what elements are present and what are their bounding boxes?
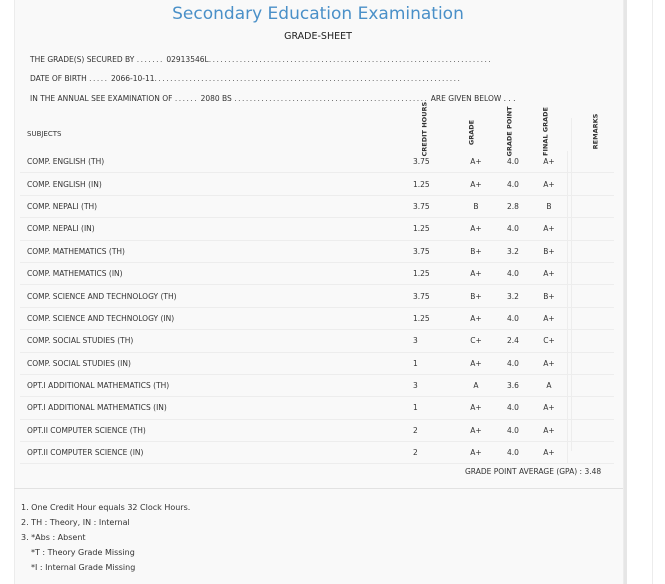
subjects-header: SUBJECTS xyxy=(27,130,62,138)
table-row xyxy=(20,374,614,396)
grade-point-cell: 2.8 xyxy=(495,195,531,217)
table-row xyxy=(20,262,614,284)
credit-hours-cell: 3.75 xyxy=(413,240,457,262)
final-grade-header: FINAL GRADE xyxy=(541,107,550,156)
remarks-cell xyxy=(568,173,615,195)
exam-label: IN THE ANNUAL SEE EXAMINATION OF xyxy=(30,94,173,103)
table-row xyxy=(20,442,614,464)
grade-point-header: GRADE POINT xyxy=(505,106,514,157)
remarks-cell xyxy=(568,262,615,284)
student-symbol-line xyxy=(30,55,492,64)
table-row xyxy=(20,330,614,352)
remarks-header: REMARKS xyxy=(591,113,600,150)
section-divider xyxy=(14,488,623,489)
final-grade-cell: B xyxy=(531,195,568,217)
remarks-cell xyxy=(568,285,615,307)
grades-table xyxy=(20,151,614,464)
grade-header: GRADE xyxy=(467,119,476,146)
grade-point-cell: 4.0 xyxy=(495,307,531,329)
dob-line xyxy=(30,74,461,83)
gpa-summary xyxy=(465,467,601,476)
final-grade-cell: A+ xyxy=(531,218,568,240)
grade-cell: B+ xyxy=(457,240,495,262)
table-row xyxy=(20,173,614,195)
grade-cell: A+ xyxy=(457,151,495,173)
final-grade-cell: A+ xyxy=(531,262,568,284)
grade-point-cell: 4.0 xyxy=(495,352,531,374)
subject-cell: OPT.II COMPUTER SCIENCE (IN) xyxy=(20,442,413,464)
sheet-subtitle: GRADE-SHEET xyxy=(284,31,352,42)
final-grade-cell: C+ xyxy=(531,330,568,352)
table-row xyxy=(20,419,614,441)
credit-hours-cell: 1.25 xyxy=(413,173,457,195)
dob-label: DATE OF BIRTH xyxy=(30,74,87,83)
subject-cell: COMP. ENGLISH (IN) xyxy=(20,173,413,195)
final-grade-cell: A+ xyxy=(531,173,568,195)
exam-year: 2080 BS xyxy=(200,94,232,103)
dots-leader: .................................................. xyxy=(234,94,429,103)
table-row xyxy=(20,195,614,217)
grade-point-cell: 2.4 xyxy=(495,330,531,352)
grade-point-cell: 4.0 xyxy=(495,218,531,240)
remarks-cell xyxy=(568,352,615,374)
grade-cell: A+ xyxy=(457,262,495,284)
grade-point-cell: 4.0 xyxy=(495,397,531,419)
remarks-cell xyxy=(568,218,615,240)
scroll-track[interactable] xyxy=(624,0,627,584)
table-row xyxy=(20,397,614,419)
note-item: 2. TH : Theory, IN : Internal xyxy=(21,518,130,527)
grade-cell: A+ xyxy=(457,397,495,419)
table-row xyxy=(20,151,614,173)
subject-cell: OPT.II COMPUTER SCIENCE (TH) xyxy=(20,419,413,441)
grade-cell: A+ xyxy=(457,352,495,374)
grade-point-cell: 4.0 xyxy=(495,419,531,441)
grade-point-cell: 4.0 xyxy=(495,442,531,464)
grade-cell: A+ xyxy=(457,173,495,195)
given-below-label: ARE GIVEN BELOW . . . xyxy=(430,94,516,103)
remarks-cell xyxy=(568,374,615,396)
final-grade-cell: A+ xyxy=(531,352,568,374)
table-row xyxy=(20,307,614,329)
notes-list xyxy=(21,500,190,575)
final-grade-cell: A+ xyxy=(531,419,568,441)
table-row xyxy=(20,285,614,307)
symbol-number: 02913546L xyxy=(166,55,209,64)
remarks-cell xyxy=(568,195,615,217)
subject-cell: COMP. NEPALI (IN) xyxy=(20,218,413,240)
page-title: Secondary Education Examination xyxy=(172,4,464,24)
dots-leader: ......................................................................... xyxy=(208,55,493,64)
grades-secured-label: THE GRADE(S) SECURED BY xyxy=(30,55,135,64)
subject-cell: COMP. SCIENCE AND TECHNOLOGY (IN) xyxy=(20,307,413,329)
table-row xyxy=(20,240,614,262)
subject-cell: COMP. ENGLISH (TH) xyxy=(20,151,413,173)
remarks-cell xyxy=(568,330,615,352)
note-item: 1. One Credit Hour equals 32 Clock Hours. xyxy=(21,503,191,512)
grade-cell: A+ xyxy=(457,419,495,441)
grade-point-cell: 4.0 xyxy=(495,262,531,284)
final-grade-cell: B+ xyxy=(531,240,568,262)
credit-hours-cell: 3 xyxy=(413,330,457,352)
grade-cell: A+ xyxy=(457,307,495,329)
credit-hours-cell: 1.25 xyxy=(413,307,457,329)
note-item: 3. *Abs : Absent xyxy=(21,533,86,542)
grade-point-cell: 3.6 xyxy=(495,374,531,396)
remarks-cell xyxy=(568,240,615,262)
right-margin xyxy=(652,0,665,584)
subject-cell: COMP. SOCIAL STUDIES (IN) xyxy=(20,352,413,374)
remarks-cell xyxy=(568,397,615,419)
grade-cell: A xyxy=(457,374,495,396)
dots-leader: ...... xyxy=(174,94,199,103)
grade-point-cell: 4.0 xyxy=(495,173,531,195)
grade-cell: B+ xyxy=(457,285,495,307)
remarks-cell xyxy=(568,151,615,173)
final-grade-cell: A+ xyxy=(531,397,568,419)
note-item: *T : Theory Grade Missing xyxy=(31,548,135,557)
credit-hours-cell: 3.75 xyxy=(413,285,457,307)
final-grade-cell: A+ xyxy=(531,151,568,173)
subject-cell: COMP. NEPALI (TH) xyxy=(20,195,413,217)
final-grade-cell: A xyxy=(531,374,568,396)
credit-hours-cell: 3.75 xyxy=(413,151,457,173)
grade-cell: C+ xyxy=(457,330,495,352)
credit-hours-cell: 1 xyxy=(413,352,457,374)
credit-hours-cell: 2 xyxy=(413,442,457,464)
credit-hours-cell: 3 xyxy=(413,374,457,396)
table-row xyxy=(20,352,614,374)
credit-hours-header: CREDIT HOURS xyxy=(420,101,429,157)
credit-hours-cell: 1.25 xyxy=(413,218,457,240)
final-grade-cell: A+ xyxy=(531,307,568,329)
gpa-value: 3.48 xyxy=(584,467,602,476)
grade-point-cell: 3.2 xyxy=(495,240,531,262)
exam-line xyxy=(30,94,516,103)
remarks-cell xyxy=(568,307,615,329)
remarks-cell xyxy=(568,442,615,464)
dots-leader: ..... xyxy=(89,74,109,83)
subject-cell: COMP. MATHEMATICS (IN) xyxy=(20,262,413,284)
grade-cell: B xyxy=(457,195,495,217)
dots-leader: ....... xyxy=(136,55,164,64)
note-item: *I : Internal Grade Missing xyxy=(31,563,136,572)
grade-point-cell: 3.2 xyxy=(495,285,531,307)
subject-cell: COMP. SCIENCE AND TECHNOLOGY (TH) xyxy=(20,285,413,307)
dob-value: 2066-10-11 xyxy=(110,74,155,83)
final-grade-cell: B+ xyxy=(531,285,568,307)
table-row xyxy=(20,218,614,240)
final-grade-cell: A+ xyxy=(531,442,568,464)
gpa-label: GRADE POINT AVERAGE (GPA) : xyxy=(465,467,583,476)
subject-cell: COMP. MATHEMATICS (TH) xyxy=(20,240,413,262)
credit-hours-cell: 2 xyxy=(413,419,457,441)
credit-hours-cell: 1.25 xyxy=(413,262,457,284)
subject-cell: COMP. SOCIAL STUDIES (TH) xyxy=(20,330,413,352)
grade-point-cell: 4.0 xyxy=(495,151,531,173)
grade-cell: A+ xyxy=(457,218,495,240)
remarks-cell xyxy=(568,419,615,441)
credit-hours-cell: 3.75 xyxy=(413,195,457,217)
subject-cell: OPT.I ADDITIONAL MATHEMATICS (IN) xyxy=(20,397,413,419)
dots-leader: ............................................................................... xyxy=(154,74,462,83)
subject-cell: OPT.I ADDITIONAL MATHEMATICS (TH) xyxy=(20,374,413,396)
credit-hours-cell: 1 xyxy=(413,397,457,419)
grade-cell: A+ xyxy=(457,442,495,464)
